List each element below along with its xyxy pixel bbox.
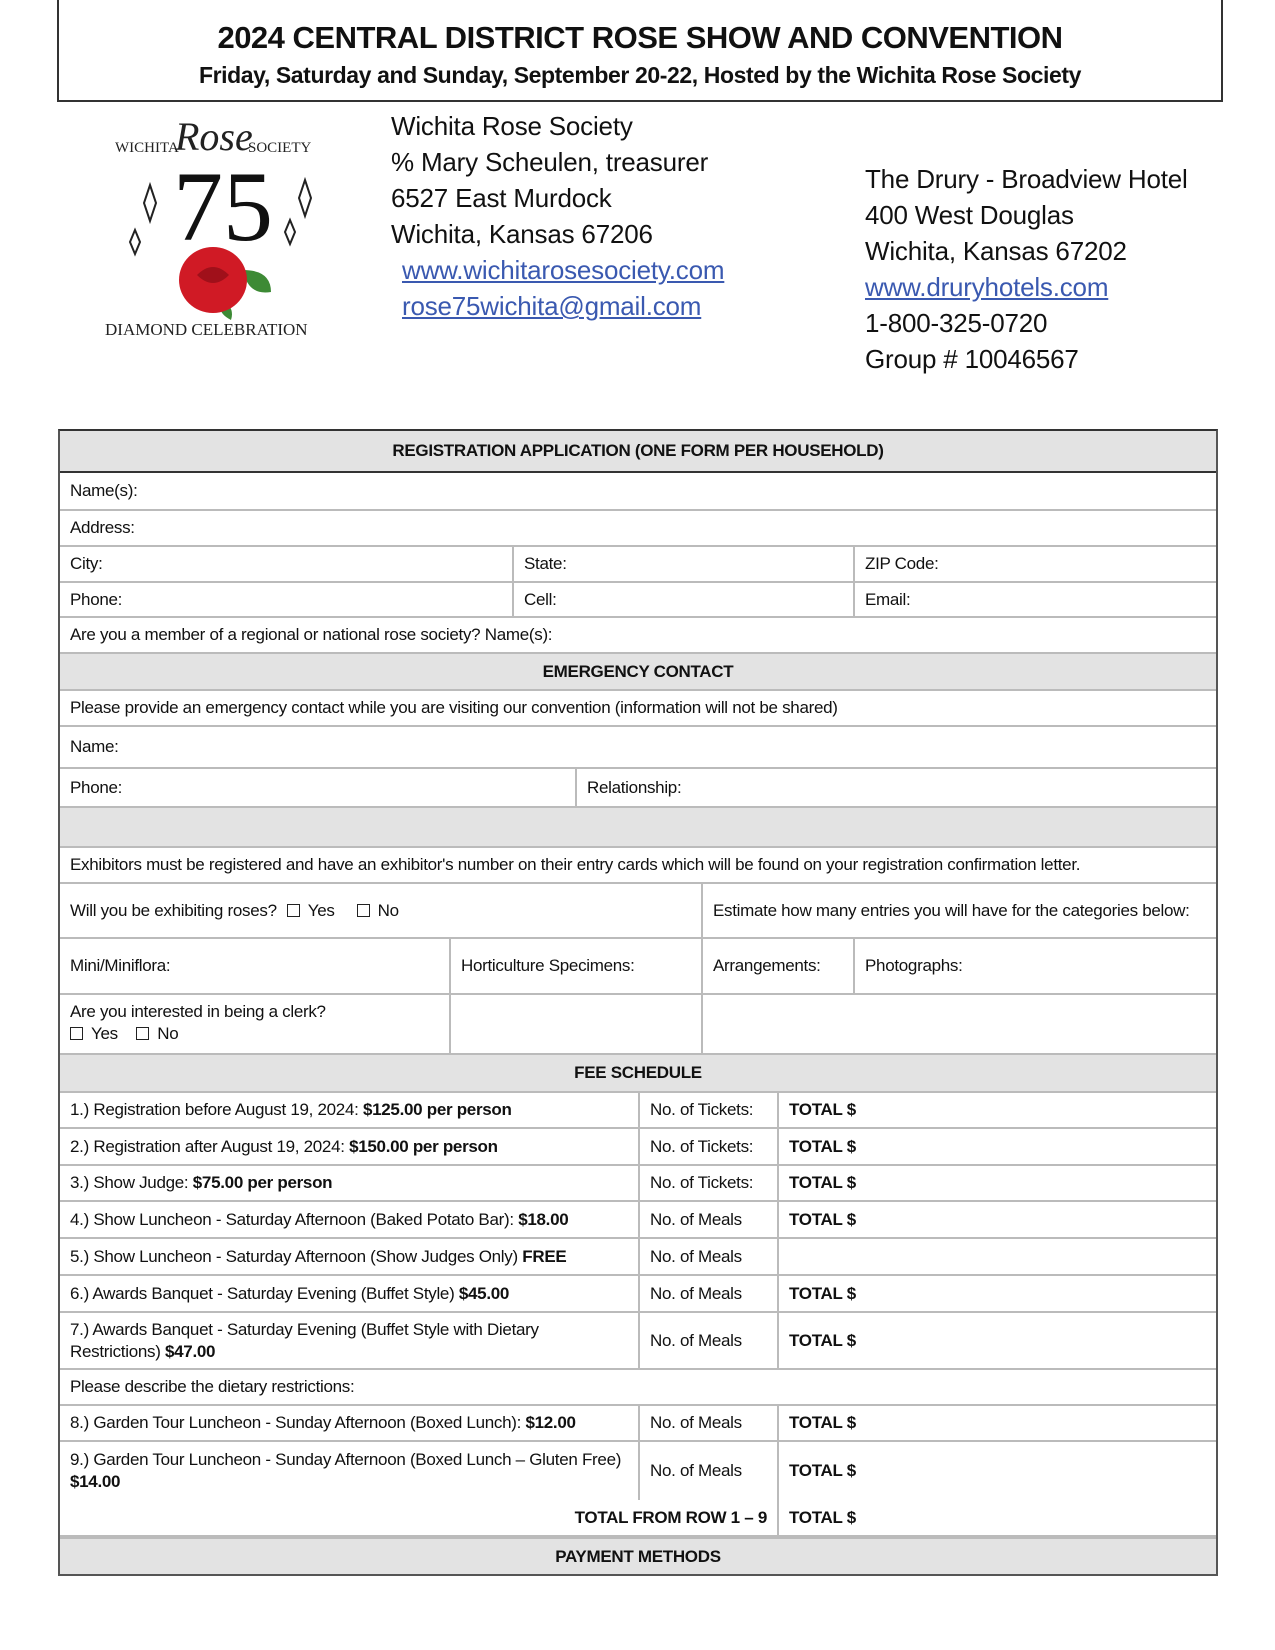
hotel-address — [865, 161, 1188, 377]
exhibiting-label: Will you be exhibiting roses? — [70, 900, 277, 920]
fee-quantity-field[interactable]: No. of Meals — [640, 1442, 779, 1500]
hotel-phone: 1-800-325-0720 — [865, 308, 1048, 338]
fee-description — [60, 1442, 640, 1500]
fee-total-field[interactable]: TOTAL $ — [789, 1173, 856, 1192]
fee-quantity-field[interactable]: No. of Tickets: — [640, 1093, 779, 1127]
fee-description — [60, 1239, 640, 1274]
hotel-name: The Drury - Broadview Hotel — [865, 164, 1188, 194]
fee-description — [60, 1406, 640, 1440]
form-title: REGISTRATION APPLICATION (ONE FORM PER HOUSEHOLD) — [392, 441, 884, 460]
exhibiting-no-checkbox[interactable] — [357, 904, 370, 917]
fee-text: 7.) Awards Banquet - Saturday Evening (Buffet Style with Dietary Restrictions) — [70, 1319, 539, 1361]
svg-text:Rose: Rose — [175, 114, 253, 159]
svg-text:75: 75 — [173, 151, 273, 262]
fee-row — [60, 1166, 1216, 1202]
fee-price: FREE — [522, 1246, 567, 1266]
fee-price: $150.00 per person — [349, 1136, 498, 1156]
fee-text: 2.) Registration after August 19, 2024: — [70, 1136, 350, 1156]
fee-text: 6.) Awards Banquet - Saturday Evening (Buffet Style) — [70, 1283, 459, 1303]
city-field[interactable]: City: — [60, 547, 514, 581]
phone-field[interactable]: Phone: — [60, 583, 514, 616]
dietary-restrictions-field[interactable]: Please describe the dietary restrictions: — [70, 1377, 355, 1396]
fee-price: $75.00 per person — [192, 1173, 333, 1192]
fee-schedule-heading: FEE SCHEDULE — [574, 1063, 702, 1082]
fee-text: 8.) Garden Tour Luncheon - Sunday Afternoon (Boxed Lunch): — [70, 1413, 526, 1432]
clerk-yes-checkbox[interactable] — [70, 1027, 83, 1040]
fee-quantity-field[interactable]: No. of Tickets: — [640, 1166, 779, 1200]
dietary-row — [60, 1370, 1216, 1406]
fee-quantity-field[interactable]: No. of Meals — [640, 1276, 779, 1311]
yes-label: Yes — [91, 1024, 118, 1043]
society-email-link[interactable]: rose75wichita@gmail.com — [402, 291, 702, 321]
fee-total-field[interactable]: TOTAL $ — [789, 1413, 856, 1432]
fee-price: $14.00 — [70, 1472, 121, 1491]
state-field[interactable]: State: — [514, 547, 855, 581]
exhibiting-question — [60, 884, 703, 937]
mini-field[interactable]: Mini/Miniflora: — [60, 939, 451, 993]
fee-quantity-field[interactable]: No. of Meals — [640, 1202, 779, 1237]
fee-total-field[interactable]: TOTAL $ — [789, 1283, 856, 1303]
exhibitors-note: Exhibitors must be registered and have an exhibitor's number on their entry cards which will be found on your registration confirmation letter. — [70, 855, 1081, 874]
member-field[interactable]: Are you a member of a regional or national rose society? Name(s): — [70, 625, 553, 644]
fee-row — [60, 1276, 1216, 1313]
emergency-note: Please provide an emergency contact while you are visiting our convention (information will not be shared) — [70, 698, 838, 717]
emergency-name-field[interactable]: Name: — [70, 737, 119, 756]
arrangements-field[interactable]: Arrangements: — [703, 939, 855, 993]
grand-total-field[interactable]: TOTAL $ — [789, 1507, 856, 1527]
spacer-row — [60, 808, 1216, 846]
fee-row — [60, 1129, 1216, 1166]
fee-description — [60, 1093, 640, 1127]
clerk-question — [60, 995, 451, 1053]
photographs-field[interactable]: Photographs: — [865, 956, 963, 975]
fee-description — [60, 1166, 640, 1200]
fee-description — [60, 1313, 640, 1368]
hotel-city: Wichita, Kansas 67202 — [865, 236, 1127, 266]
fee-text: 1.) Registration before August 19, 2024: — [70, 1100, 363, 1119]
empty-cell — [703, 995, 1216, 1053]
society-website-link[interactable]: www.wichitarosesociety.com — [402, 255, 725, 285]
empty-cell — [451, 995, 703, 1053]
fee-description — [60, 1129, 640, 1164]
exhibiting-yes-checkbox[interactable] — [287, 904, 300, 917]
wichita-rose-society-logo — [105, 105, 350, 345]
fee-row — [60, 1093, 1216, 1129]
fee-quantity-field[interactable]: No. of Meals — [640, 1239, 779, 1274]
names-field[interactable]: Name(s): — [70, 481, 138, 500]
svg-text:SOCIETY: SOCIETY — [248, 140, 312, 156]
horticulture-field[interactable]: Horticulture Specimens: — [451, 939, 703, 993]
fee-row — [60, 1239, 1216, 1276]
page-subtitle: Friday, Saturday and Sunday, September 20-22, Hosted by the Wichita Rose Society — [198, 62, 1082, 88]
hotel-website-link[interactable]: www.druryhotels.com — [865, 272, 1109, 302]
fee-row — [60, 1313, 1216, 1370]
fee-price: $45.00 — [458, 1283, 510, 1303]
fee-price: $125.00 per person — [362, 1100, 512, 1119]
fee-text: 5.) Show Luncheon - Saturday Afternoon (Show Judges Only) — [70, 1246, 523, 1266]
fee-total-field[interactable]: TOTAL $ — [789, 1136, 856, 1156]
fee-price: $12.00 — [525, 1413, 576, 1432]
emergency-phone-field[interactable]: Phone: — [60, 769, 577, 806]
fee-quantity-field[interactable]: No. of Meals — [640, 1406, 779, 1440]
emergency-heading: EMERGENCY CONTACT — [542, 661, 734, 681]
society-care-of: % Mary Scheulen, treasurer — [391, 147, 709, 177]
fee-quantity-field[interactable]: No. of Tickets: — [640, 1129, 779, 1164]
svg-text:DIAMOND CELEBRATION: DIAMOND CELEBRATION — [105, 320, 308, 339]
hotel-street: 400 West Douglas — [865, 200, 1074, 230]
address-field[interactable]: Address: — [70, 518, 135, 537]
fee-row — [60, 1442, 1216, 1500]
fee-total-field[interactable]: TOTAL $ — [789, 1100, 856, 1119]
fee-total-field[interactable]: TOTAL $ — [789, 1330, 856, 1350]
society-city: Wichita, Kansas 67206 — [391, 219, 653, 249]
fee-text: 3.) Show Judge: — [70, 1173, 193, 1192]
fee-row — [60, 1406, 1216, 1442]
email-field[interactable]: Email: — [865, 589, 911, 609]
society-street: 6527 East Murdock — [391, 183, 612, 213]
estimate-note: Estimate how many entries you will have for the categories below: — [713, 900, 1190, 920]
fee-description — [60, 1276, 640, 1311]
society-address — [391, 108, 724, 324]
fee-total-field[interactable]: TOTAL $ — [789, 1461, 856, 1480]
fee-total-field[interactable]: TOTAL $ — [789, 1209, 856, 1229]
fee-text: 9.) Garden Tour Luncheon - Sunday Afternoon (Boxed Lunch – Gluten Free) — [70, 1450, 622, 1469]
svg-text:WICHITA: WICHITA — [115, 140, 179, 156]
zip-field[interactable]: ZIP Code: — [865, 554, 939, 573]
cell-field[interactable]: Cell: — [514, 583, 855, 616]
relationship-field[interactable]: Relationship: — [587, 777, 682, 797]
no-label: No — [377, 900, 399, 920]
fee-description — [60, 1202, 640, 1237]
header-box — [57, 0, 1223, 102]
fee-price: $18.00 — [518, 1209, 569, 1229]
fee-text: 4.) Show Luncheon - Saturday Afternoon (Baked Potato Bar): — [70, 1209, 519, 1229]
clerk-no-checkbox[interactable] — [136, 1027, 149, 1040]
fee-quantity-field[interactable]: No. of Meals — [640, 1313, 779, 1368]
total-from-rows-label: TOTAL FROM ROW 1 – 9 — [60, 1500, 779, 1535]
clerk-label: Are you interested in being a clerk? — [70, 1002, 326, 1021]
hotel-group: Group # 10046567 — [865, 344, 1079, 374]
fee-price: $47.00 — [165, 1341, 216, 1361]
no-label: No — [157, 1024, 179, 1043]
yes-label: Yes — [307, 900, 335, 920]
registration-form — [58, 429, 1218, 1576]
payment-methods-heading: PAYMENT METHODS — [555, 1546, 721, 1566]
fee-total-field[interactable] — [779, 1239, 1216, 1274]
page-title: 2024 CENTRAL DISTRICT ROSE SHOW AND CONVENTION — [217, 20, 1063, 55]
fee-row — [60, 1202, 1216, 1239]
society-name: Wichita Rose Society — [391, 111, 633, 141]
